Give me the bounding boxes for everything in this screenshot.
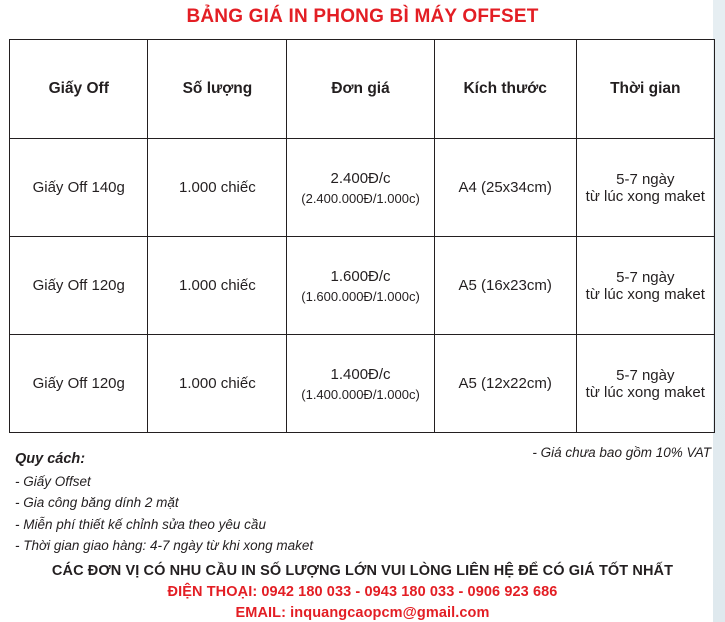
time-note: từ lúc xong maket bbox=[585, 285, 705, 303]
cell-price bbox=[287, 139, 434, 237]
spec-item: - Gia công băng dính 2 mặt bbox=[15, 495, 179, 510]
cell-size: A5 (12x22cm) bbox=[434, 335, 576, 433]
cell-paper: Giấy Off 140g bbox=[10, 139, 148, 237]
cell-paper: Giấy Off 120g bbox=[10, 335, 148, 433]
header-time: Thời gian bbox=[576, 40, 714, 139]
price-detail: (2.400.000Đ/1.000c) bbox=[301, 190, 420, 206]
time-note: từ lúc xong maket bbox=[585, 187, 705, 205]
cell-price bbox=[287, 237, 434, 335]
header-quantity: Số lượng bbox=[148, 40, 287, 139]
spec-item: - Miễn phí thiết kế chỉnh sửa theo yêu cầu bbox=[15, 516, 266, 532]
table-row bbox=[10, 237, 715, 335]
cell-price bbox=[287, 335, 434, 433]
vat-note: - Giá chưa bao gồm 10% VAT bbox=[532, 445, 711, 460]
price-value: 2.400Đ/c bbox=[330, 169, 391, 187]
table-row bbox=[10, 139, 715, 237]
time-note: từ lúc xong maket bbox=[585, 383, 705, 401]
time-days: 5-7 ngày bbox=[616, 268, 675, 286]
header-size: Kích thước bbox=[434, 40, 576, 139]
cell-time bbox=[576, 335, 714, 433]
spec-notes bbox=[15, 449, 313, 557]
cell-time bbox=[576, 237, 714, 335]
table-header-row bbox=[10, 40, 715, 139]
cell-quantity: 1.000 chiếc bbox=[148, 139, 287, 237]
spec-heading: Quy cách: bbox=[15, 451, 86, 467]
spec-item: - Giấy Offset bbox=[15, 473, 91, 489]
footer-phone: ĐIỆN THOẠI: 0942 180 033 - 0943 180 033 - 0906 923 686 bbox=[167, 584, 558, 600]
time-days: 5-7 ngày bbox=[616, 170, 675, 188]
price-value: 1.600Đ/c bbox=[330, 267, 391, 285]
price-table bbox=[9, 39, 715, 433]
price-value: 1.400Đ/c bbox=[330, 365, 391, 383]
header-unit-price: Đơn giá bbox=[287, 40, 434, 139]
cell-size: A4 (25x34cm) bbox=[434, 139, 576, 237]
table-row bbox=[10, 335, 715, 433]
page-title: BẢNG GIÁ IN PHONG BÌ MÁY OFFSET bbox=[186, 6, 539, 27]
cell-size: A5 (16x23cm) bbox=[434, 237, 576, 335]
header-paper: Giấy Off bbox=[10, 40, 148, 139]
cell-time bbox=[576, 139, 714, 237]
price-detail: (1.400.000Đ/1.000c) bbox=[301, 386, 420, 402]
price-detail: (1.600.000Đ/1.000c) bbox=[301, 288, 420, 304]
cell-quantity: 1.000 chiếc bbox=[148, 237, 287, 335]
footer-email: EMAIL: inquangcaopcm@gmail.com bbox=[235, 605, 490, 621]
cell-quantity: 1.000 chiếc bbox=[148, 335, 287, 433]
cell-paper: Giấy Off 120g bbox=[10, 237, 148, 335]
spec-item: - Thời gian giao hàng: 4-7 ngày từ khi xong maket bbox=[15, 538, 314, 553]
footer-contact-note: CÁC ĐƠN VỊ CÓ NHU CẦU IN SỐ LƯỢNG LỚN VUI LÒNG LIÊN HỆ ĐỂ CÓ GIÁ TỐT NHẤT bbox=[51, 563, 674, 579]
time-days: 5-7 ngày bbox=[616, 366, 675, 384]
